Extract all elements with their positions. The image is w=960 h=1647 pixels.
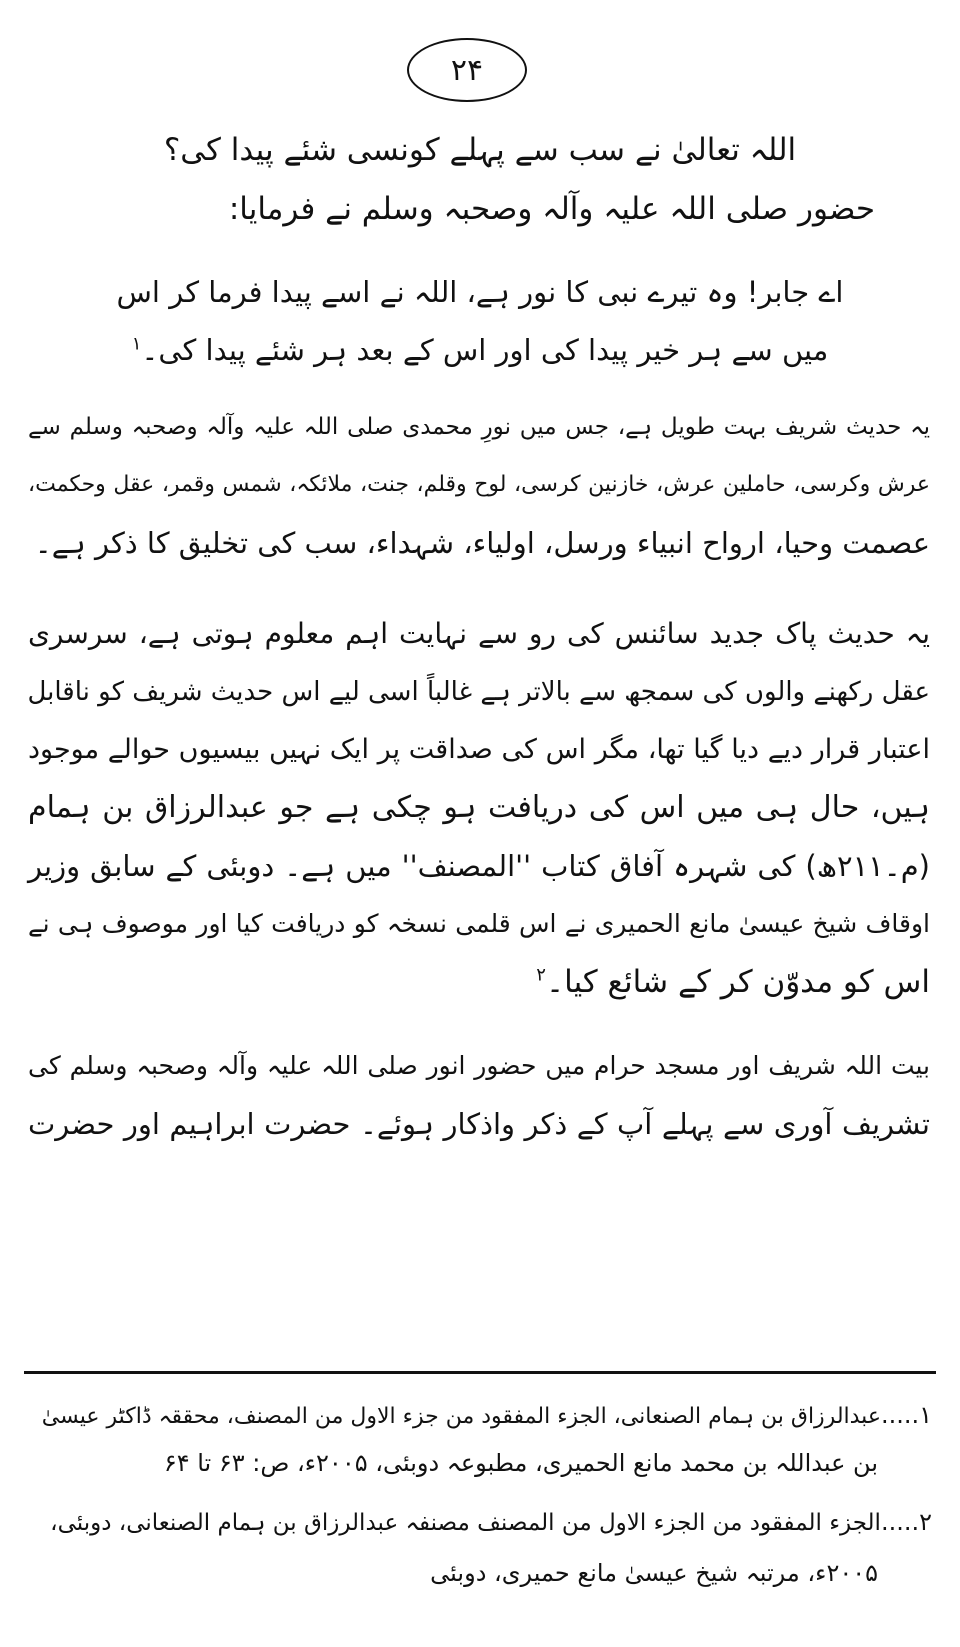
- footnote-1-line-1: [42, 1398, 932, 1434]
- chapter-heading: اللہ تعالیٰ نے سب سے پہلے کونسی شئے پیدا کی؟: [163, 132, 797, 168]
- footnote-1-number: ۱.....: [880, 1401, 932, 1429]
- hadith-intro: حضور صلی اللہ علیہ وآلہ وصحبہ وسلم نے فرمایا:: [228, 191, 875, 227]
- paragraph-3-line-2: تشریف آوری سے پہلے آپ کے ذکر واذکار ہوئے۔ حضرت ابراہیم اور حضرت: [28, 1107, 930, 1141]
- paragraph-2-line-5: (م۔۲۱۱ھ) کی شہرہ آفاق کتاب ''المصنف'' میں ہے۔ دوبئی کے سابق وزیر: [28, 849, 930, 883]
- paragraph-2-line-3: اعتبار قرار دیے دیا گیا تھا، مگر اس کی صداقت پر ایک نہیں بیسیوں حوالے موجود: [28, 734, 930, 765]
- hadith-quote-line-1: اے جابر! وہ تیرے نبی کا نور ہے، اللہ نے اسے پیدا فرما کر اس: [116, 275, 844, 309]
- paragraph-2-line-2: عقل رکھنے والوں کی سمجھ سے بالاتر ہے غالباً اسی لیے اس حدیث شریف کو ناقابل: [27, 677, 930, 707]
- page-number: ۲۴: [407, 38, 527, 102]
- paragraph-2-line-4: ہیں، حال ہی میں اس کی دریافت ہو چکی ہے جو عبدالرزاق بن ہمام: [28, 790, 930, 825]
- paragraph-2-line-6: اوقاف شیخ عیسیٰ مانع الحمیری نے اس قلمی نسخہ کو دریافت کیا اور موصوف ہی نے: [28, 909, 930, 938]
- paragraph-2-last-text: اس کو مدوّن کر کے شائع کیا۔: [545, 964, 930, 1000]
- footnote-1-text: عبدالرزاق بن ہمام الصنعانی، الجزء المفقود من جزء الاول من المصنف، محققہ ڈاکٹر عیسیٰ: [41, 1404, 881, 1429]
- paragraph-1-line-2: عرش وکرسی، حاملین عرش، خازنین کرسی، لوح وقلم، جنت، ملائکہ، شمس وقمر، عقل وحکمت،: [28, 472, 930, 497]
- paragraph-2-line-1: یہ حدیث پاک جدید سائنس کی رو سے نہایت اہم معلوم ہوتی ہے، سرسری: [28, 617, 930, 650]
- paragraph-1-line-1: یہ حدیث شریف بہت طویل ہے، جس میں نورِ محمدی صلی اللہ علیہ وآلہ وصحبہ وسلم سے: [28, 414, 930, 440]
- footnote-ref-1: ۱: [131, 333, 142, 355]
- footnote-2-number: ۲.....: [880, 1508, 932, 1536]
- hadith-quote-line-2: [0, 328, 960, 372]
- footnote-1-line-2: بن عبداللہ بن محمد مانع الحمیری، مطبوعہ دوبئی، ۲۰۰۵ء، ص: ۶۳ تا ۶۴: [163, 1449, 878, 1477]
- paragraph-2-line-7: [536, 960, 930, 1004]
- hadith-quote-text: میں سے ہر خیر پیدا کی اور اس کے بعد ہر شئے پیدا کی۔: [141, 333, 829, 367]
- footnote-2-line-1: [50, 1505, 932, 1540]
- paragraph-3-line-1: بیت اللہ شریف اور مسجد حرام میں حضور انور صلی اللہ علیہ وآلہ وصحبہ وسلم کی: [28, 1051, 930, 1080]
- footnote-2-line-2: ۲۰۰۵ء، مرتبہ شیخ عیسیٰ مانع حمیری، دوبئی: [430, 1559, 878, 1587]
- paragraph-1-line-3: عصمت وحیا، ارواح انبیاء ورسل، اولیاء، شہداء، سب کی تخلیق کا ذکر ہے۔: [34, 526, 930, 560]
- footnote-ref-2: ۲: [536, 964, 546, 986]
- footnote-divider: [24, 1371, 936, 1374]
- footnote-2-text: الجزء المفقود من الجزء الاول من المصنف مصنفہ عبدالرزاق بن ہمام الصنعانی، دوبئی،: [50, 1510, 881, 1536]
